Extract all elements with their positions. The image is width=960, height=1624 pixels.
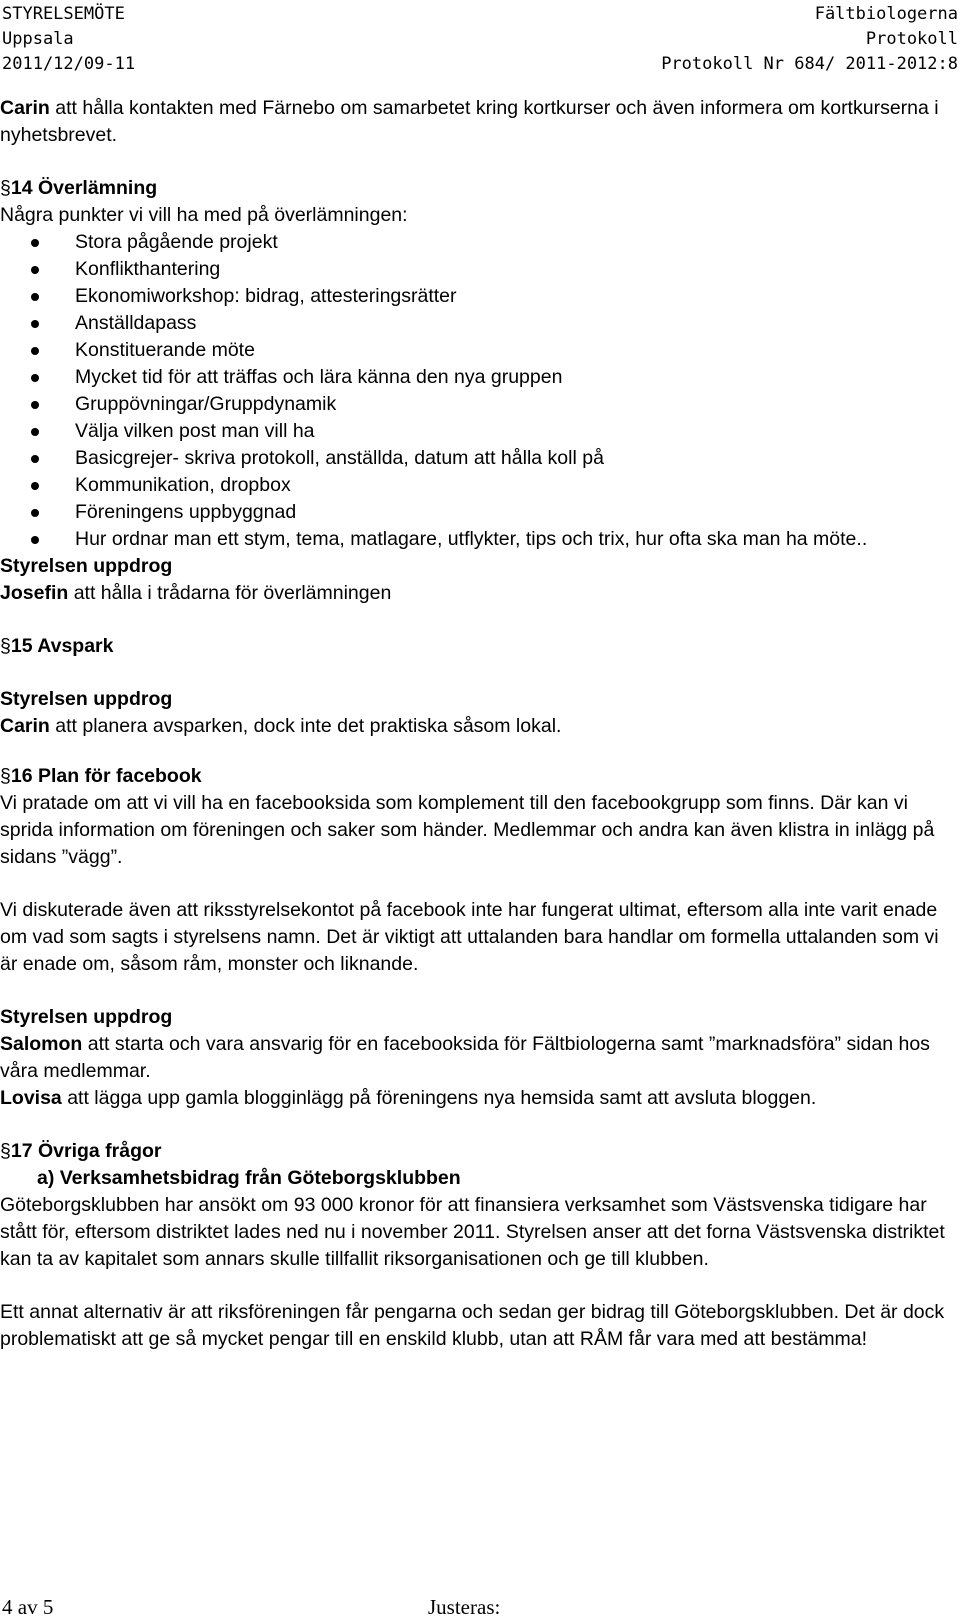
task-paragraph	[0, 1085, 955, 1112]
list-item: Hur ordnar man ett stym, tema, matlagare, utflykter, tips och trix, hur ofta ska man ha möte..	[0, 526, 955, 553]
meeting-type: STYRELSEMÖTE	[2, 4, 125, 24]
header-row-1	[0, 2, 960, 27]
list-item: Välja vilken post man vill ha	[0, 418, 955, 445]
header-row-3	[0, 52, 960, 77]
document-body	[0, 95, 955, 1353]
section-symbol: §	[0, 177, 11, 199]
header-row-2	[0, 27, 960, 52]
section-16-paragraph-2: Vi diskuterade även att riksstyrelsekontot på facebook inte har fungerat ultimat, eftersom alla inte varit enade om vad som sagts i styrelsens namn. Det är viktigt att uttalanden bara handlar om formella uttalanden som vi är enade om, såsom råm, monster och liknande.	[0, 899, 939, 975]
assignee-name: Josefin	[0, 582, 69, 604]
section-14-lead: Några punkter vi vill ha med på överlämningen:	[0, 204, 408, 226]
assignment-text: att hålla kontakten med Färnebo om samarbetet kring kortkurser och även informera om kortkurserna i nyhetsbrevet.	[0, 97, 939, 146]
section-title: 14 Överlämning	[10, 177, 158, 199]
section-17-heading	[0, 1138, 955, 1165]
task-heading: Styrelsen uppdrog	[0, 1006, 173, 1028]
organization-name: Fältbiologerna	[814, 4, 958, 24]
section-15-heading	[0, 633, 955, 660]
section-symbol: §	[0, 635, 11, 657]
protocol-number: Protokoll Nr 684/ 2011-2012:8	[661, 54, 958, 74]
subsection-a-heading: a) Verksamhetsbidrag från Göteborgsklubben	[37, 1167, 461, 1189]
section-title: 16 Plan för facebook	[10, 765, 202, 787]
list-item: Kommunikation, dropbox	[0, 472, 955, 499]
meeting-date: 2011/12/09-11	[2, 54, 136, 74]
assignment-text: att lägga upp gamla blogginlägg på föreningens nya hemsida samt att avsluta bloggen.	[61, 1087, 817, 1109]
assignment-text: att planera avsparken, dock inte det praktiska såsom lokal.	[49, 715, 562, 737]
assignee-name: Carin	[0, 97, 50, 119]
assignment-text: att hålla i trådarna för överlämningen	[68, 582, 392, 604]
list-item: Konflikthantering	[0, 256, 955, 283]
justeras-label: Justeras:	[428, 1595, 501, 1619]
task-heading: Styrelsen uppdrog	[0, 688, 173, 710]
list-item: Ekonomiworkshop: bidrag, attesteringsrätter	[0, 283, 955, 310]
meeting-location: Uppsala	[2, 29, 74, 49]
section-17-paragraph-2: Ett annat alternativ är att riksföreningen får pengarna och sedan ger bidrag till Göteborgsklubben. Det är dock problematiskt att ge så mycket pengar till en enskild klubb, utan att RÅM får vara med att bestämma!	[0, 1301, 945, 1350]
page-number: 4 av 5	[2, 1595, 54, 1619]
section-symbol: §	[0, 1140, 11, 1162]
task-heading: Styrelsen uppdrog	[0, 555, 173, 577]
assignee-name: Carin	[0, 715, 50, 737]
handover-list	[0, 229, 955, 553]
task-paragraph	[0, 1031, 955, 1085]
assignee-name: Salomon	[0, 1033, 83, 1055]
section-14-heading	[0, 175, 955, 202]
page-header	[0, 2, 960, 77]
list-item: Stora pågående projekt	[0, 229, 955, 256]
section-17-paragraph-1: Göteborgsklubben har ansökt om 93 000 kronor för att finansiera verksamhet som Västsvenska tidigare har stått för, eftersom distriktet lades ned nu i november 2011. Styrelsen anser att det forna Västsvenska distriktet kan ta av kapitalet som annars skulle tillfallit riksorganisationen och ge till klubben.	[0, 1194, 945, 1270]
section-16-heading	[0, 763, 955, 790]
document-type: Protokoll	[865, 29, 958, 49]
list-item: Föreningens uppbyggnad	[0, 499, 955, 526]
section-title: 17 Övriga frågor	[10, 1140, 162, 1162]
assignment-text: att starta och vara ansvarig för en facebooksida för Fältbiologerna samt ”marknadsföra” sidan hos våra medlemmar.	[0, 1033, 930, 1082]
list-item: Gruppövningar/Gruppdynamik	[0, 391, 955, 418]
list-item: Konstituerande möte	[0, 337, 955, 364]
section-16-paragraph-1: Vi pratade om att vi vill ha en facebooksida som komplement till den facebookgrupp som finns. Där kan vi sprida information om föreningen och saker som händer. Medlemmar och andra kan även klistra in inlägg på sidans ”vägg”.	[0, 792, 935, 868]
list-item: Mycket tid för att träffas och lära känna den nya gruppen	[0, 364, 955, 391]
task-paragraph	[0, 713, 955, 740]
intro-paragraph	[0, 95, 955, 149]
section-title: 15 Avspark	[10, 635, 114, 657]
assignee-name: Lovisa	[0, 1087, 62, 1109]
section-symbol: §	[0, 765, 11, 787]
list-item: Anställdapass	[0, 310, 955, 337]
list-item: Basicgrejer- skriva protokoll, anställda, datum att hålla koll på	[0, 445, 955, 472]
task-paragraph	[0, 580, 955, 607]
